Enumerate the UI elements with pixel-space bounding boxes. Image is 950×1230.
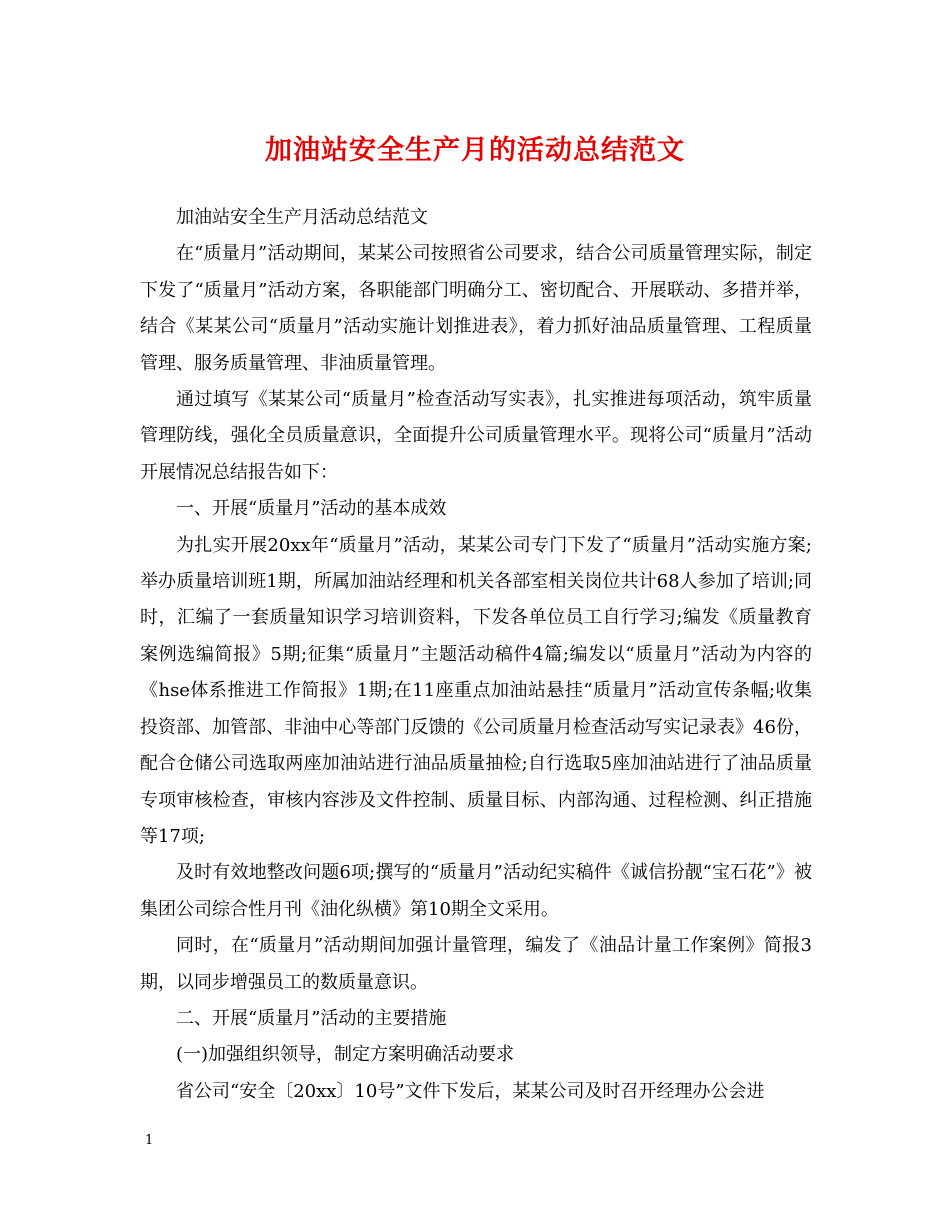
paragraph: 省公司“安全〔20xx〕10号”文件下发后，某某公司及时召开经理办公会进 [176, 1080, 765, 1102]
section-heading: 一、开展“质量月”活动的基本成效 [176, 498, 447, 520]
paragraph: 通过填写《某某公司“质量月”检查活动写实表》，扎实推进每项活动，筑牢质量管理防线，强化全员质量意识，全面提升公司质量管理水平。现将公司“质量月”活动开展情况总结报告如下： [140, 389, 812, 483]
paragraph: 在“质量月”活动期间，某某公司按照省公司要求，结合公司质量管理实际，制定下发了“质量月”活动方案，各职能部门明确分工、密切配合、开展联动、多措并举，结合《某某公司“质量月”活动实施计划推进表》，着力抓好油品质量管理、工程质量管理、服务质量管理、非油质量管理。 [140, 243, 812, 374]
paragraph: 加油站安全生产月活动总结范文 [176, 207, 428, 228]
paragraph: 同时，在“质量月”活动期间加强计量管理，编发了《油品计量工作案例》简报3期，以同步增强员工的数质量意识。 [140, 935, 812, 993]
document-body [140, 200, 812, 1110]
page-number: 1 [145, 1133, 154, 1148]
paragraph: 为扎实开展20xx年“质量月”活动，某某公司专门下发了“质量月”活动实施方案;举办质量培训班1期，所属加油站经理和机关各部室相关岗位共计68人参加了培训;同时，汇编了一套质量知识学习培训资料，下发各单位员工自行学习;编发《质量教育案例选编简报》5期;征集“质量月”主题活动稿件4篇;编发以“质量月”活动为内容的《hse体系推进工作简报》1期;在11座重点加油站悬挂“质量月”活动宣传条幅;收集投资部、加管部、非油中心等部门反馈的《公司质量月检查活动写实记录表》46份，配合仓储公司选取两座加油站进行油品质量抽检;自行选取5座加油站进行了油品质量专项审核检查，审核内容涉及文件控制、质量目标、内部沟通、过程检测、纠正措施等17项; [140, 534, 812, 847]
paragraph: 及时有效地整改问题6项;撰写的“质量月”活动纪实稿件《诚信扮靓“宝石花”》被集团公司综合性月刊《油化纵横》第10期全文采用。 [140, 862, 812, 920]
section-heading: 二、开展“质量月”活动的主要措施 [176, 1007, 447, 1029]
subsection-heading: (一)加强组织领导，制定方案明确活动要求 [176, 1044, 515, 1066]
document-title: 加油站安全生产月的活动总结范文 [265, 135, 685, 166]
